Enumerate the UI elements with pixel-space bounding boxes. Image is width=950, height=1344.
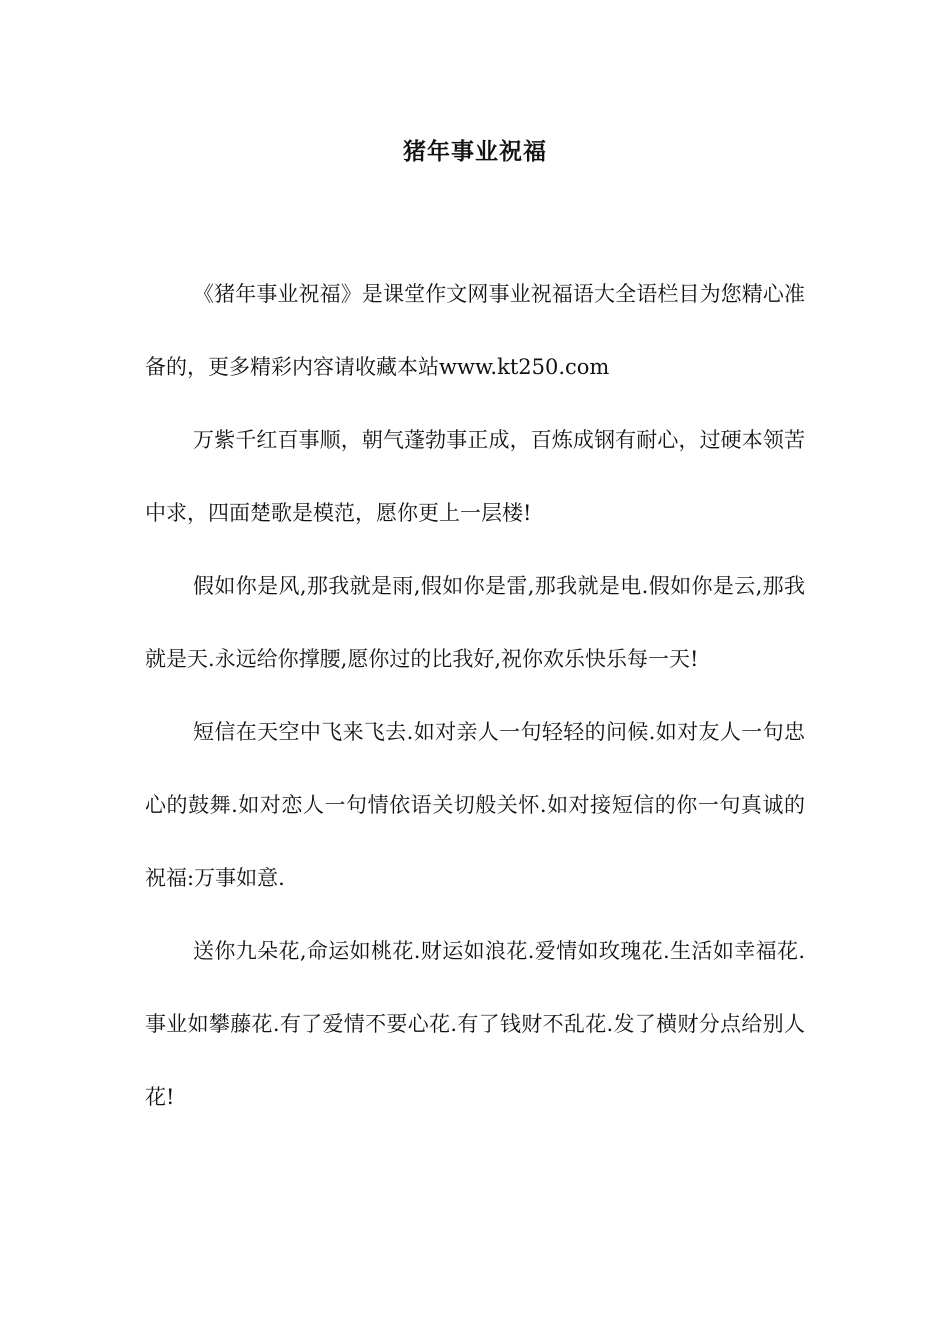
document-title: 猪年事业祝福 — [403, 139, 547, 165]
paragraph-blessing-1: 万紫千红百事顺，朝气蓬勃事正成，百炼成钢有耐心，过硬本领苦中求，四面楚歌是模范，愿你更上一层楼! — [145, 428, 805, 525]
paragraph-intro: 《猪年事业祝福》是课堂作文网事业祝福语大全语栏目为您精心准备的，更多精彩内容请收藏本站www.kt250.com — [145, 282, 805, 379]
paragraph-blessing-2: 假如你是风,那我就是雨,假如你是雷,那我就是电.假如你是云,那我就是天.永远给你撑腰,愿你过的比我好,祝你欢乐快乐每一天! — [145, 574, 805, 671]
document-body — [145, 258, 805, 1134]
paragraph-blessing-4: 送你九朵花,命运如桃花.财运如浪花.爱情如玫瑰花.生活如幸福花.事业如攀藤花.有了爱情不要心花.有了钱财不乱花.发了横财分点给别人花! — [145, 939, 805, 1109]
paragraph-blessing-3: 短信在天空中飞来飞去.如对亲人一句轻轻的问候.如对友人一句忠心的鼓舞.如对恋人一句情依语关切般关怀.如对接短信的你一句真诚的祝福:万事如意. — [145, 720, 805, 890]
